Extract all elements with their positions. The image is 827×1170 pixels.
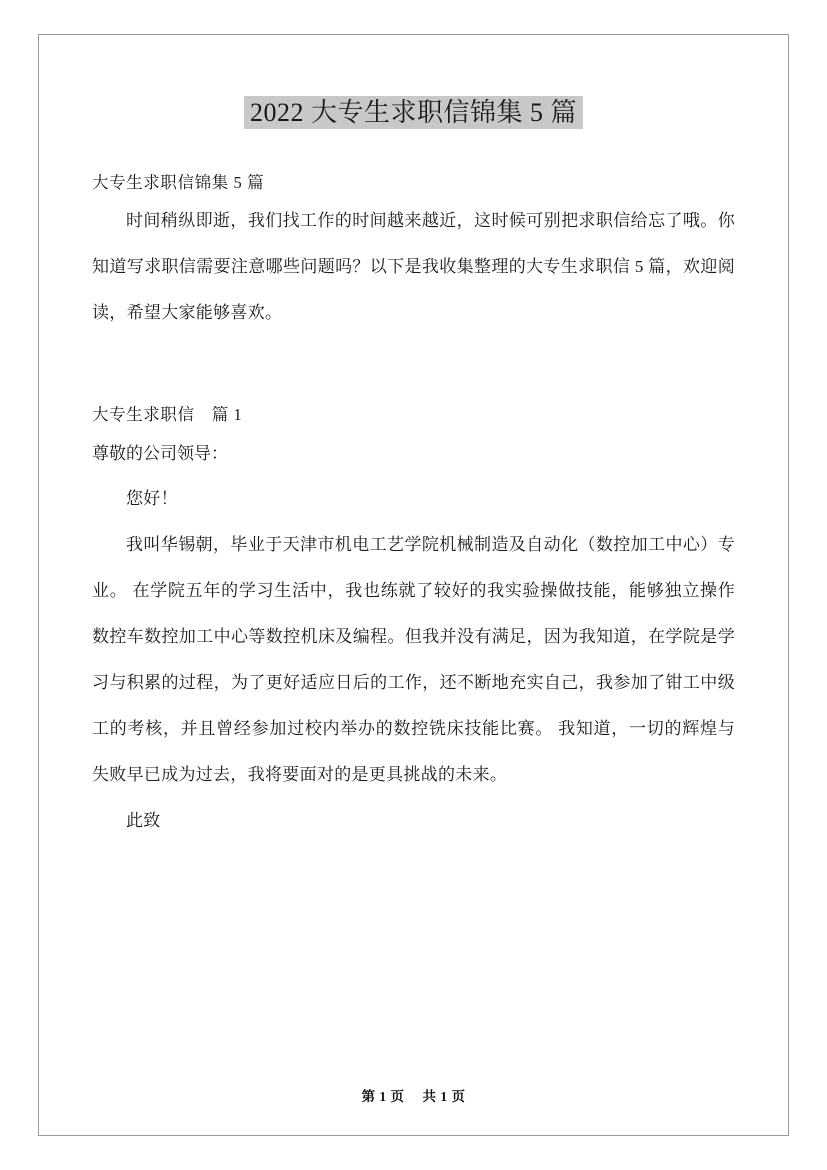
page-footer <box>0 1085 827 1105</box>
intro-paragraph: 时间稍纵即逝，我们找工作的时间越来越近，这时候可别把求职信给忘了哦。你知道写求职信需要注意哪些问题吗？以下是我收集整理的大专生求职信 5 篇，欢迎阅读，希望大家能够喜欢。 <box>92 211 735 322</box>
salutation: 尊敬的公司领导： <box>92 444 228 463</box>
document-content <box>92 92 735 844</box>
greeting-paragraph: 您好！ <box>126 489 178 508</box>
section-spacer <box>92 336 735 398</box>
footer-total-pages: 共 1 页 <box>422 1089 466 1104</box>
closing-paragraph: 此致 <box>126 811 161 830</box>
page-title <box>92 92 735 134</box>
footer-current-page: 第 1 页 <box>361 1089 405 1104</box>
document-subtitle: 大专生求职信锦集 5 篇 <box>92 173 265 192</box>
page-title-text: 2022 大专生求职信锦集 5 篇 <box>244 96 583 129</box>
section-heading: 大专生求职信 篇 1 <box>92 405 243 424</box>
main-paragraph: 我叫华锡朝，毕业于天津市机电工艺学院机械制造及自动化（数控加工中心）专业。 在学院五年的学习生活中，我也练就了较好的我实验操做技能，能够独立操作数控车数控加工中心等数控机床及编程。但我并没有满足，因为我知道，在学院是学习与积累的过程，为了更好适应日后的工作，还不断地充实自己，我参加了钳工中级工的考核，并且曾经参加过校内举办的数控铣床技能比赛。 我知道，一切的辉煌与失败早已成为过去，我将要面对的是更具挑战的未来。 <box>92 535 735 784</box>
